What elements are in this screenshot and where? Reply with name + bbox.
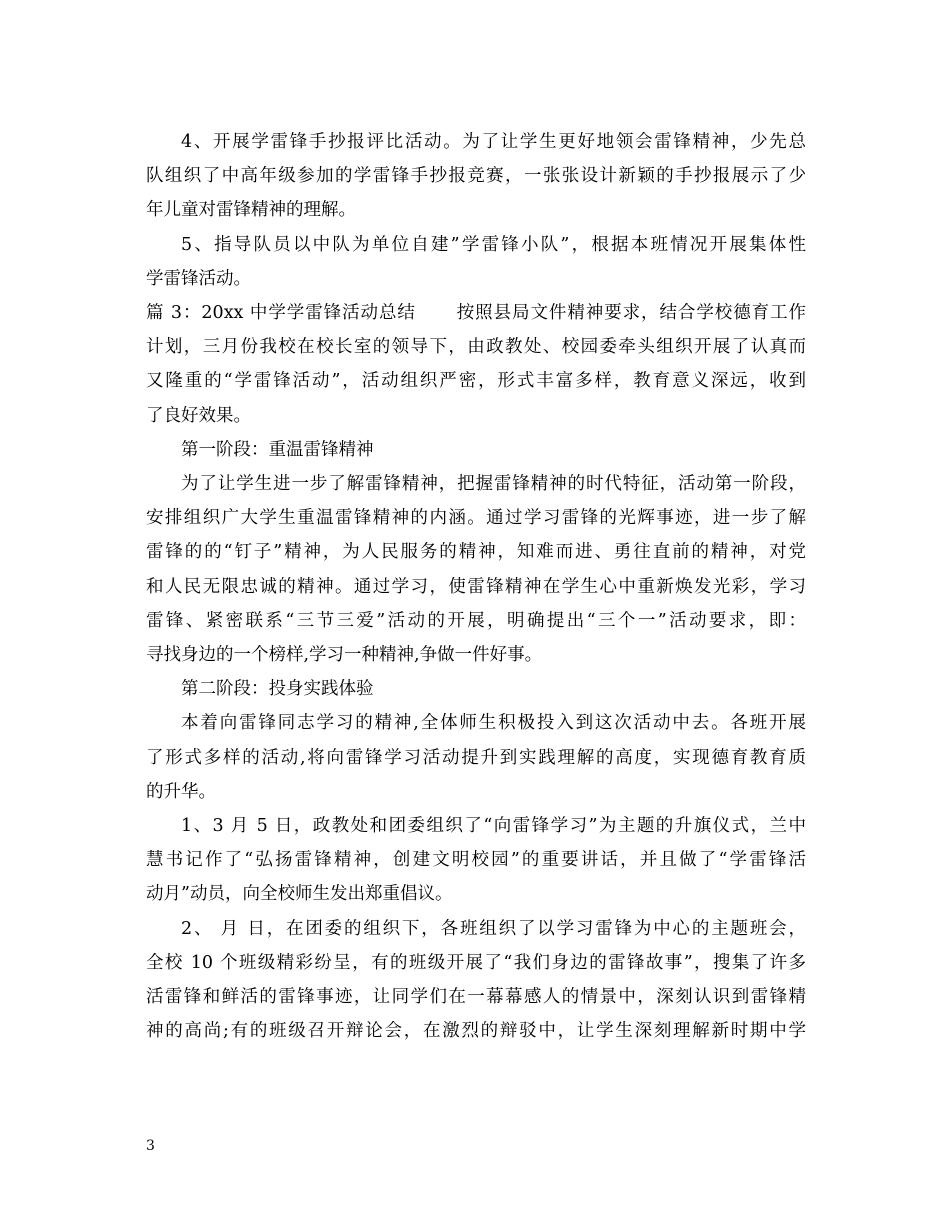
text-line: 了良好效果。	[146, 405, 251, 426]
paragraph-stage-1	[146, 467, 806, 672]
section-heading-stage-2	[146, 672, 806, 706]
text-line: 队组织了中高年级参加的学雷锋手抄报竞赛，一张张设计新颖的手抄报展示了少	[146, 166, 806, 187]
text-line: 的升华。	[146, 781, 216, 802]
page-number: 3	[146, 1138, 155, 1154]
text-line: 本着向雷锋同志学习的精神,全体师生积极投入到这次活动中去。各班开展	[181, 713, 806, 734]
text-line: 安排组织广大学生重温雷锋精神的内涵。通过学习雷锋的光辉事迹，进一步了解	[146, 508, 806, 529]
text-line: 和人民无限忠诚的精神。通过学习，使雷锋精神在学生心中重新焕发光彩，学习	[146, 576, 806, 597]
chapter-intro: 按照县局文件精神要求，结合学校德育工作	[455, 303, 807, 324]
chapter-title: 篇 3：20xx 中学学雷锋活动总结	[146, 303, 416, 324]
text-line: 为了让学生进一步了解雷锋精神，把握雷锋精神的时代特征，活动第一阶段，	[181, 474, 806, 495]
document-body	[146, 125, 806, 1048]
text-line	[146, 296, 806, 330]
text-line: 又隆重的“学雷锋活动”，活动组织严密，形式丰富多样，教育意义深远，收到	[146, 371, 806, 392]
text-line: 年儿童对雷锋精神的理解。	[146, 200, 356, 221]
text-line: 寻找身边的一个榜样,学习一种精神,争做一件好事。	[146, 645, 543, 666]
text-line: 了形式多样的活动,将向雷锋学习活动提升到实践理解的高度，实现德育教育质	[146, 747, 806, 768]
text-line: 动月”动员，向全校师生发出郑重倡议。	[146, 884, 453, 905]
text-line: 1、3 月 5 日，政教处和团委组织了“向雷锋学习”为主题的升旗仪式，兰中	[181, 816, 806, 837]
paragraph-item-1	[146, 809, 806, 912]
text-line: 学雷锋活动。	[146, 268, 251, 289]
paragraph-chapter-3	[146, 296, 806, 433]
text-line: 2、 月 日，在团委的组织下，各班组织了以学习雷锋为中心的主题班会，	[181, 918, 806, 939]
text-line: 第二阶段：投身实践体验	[181, 679, 374, 700]
paragraph-stage-2	[146, 706, 806, 809]
paragraph-item-5	[146, 228, 806, 296]
text-line: 雷锋的的“钉子”精神，为人民服务的精神，知难而进、勇往直前的精神，对党	[146, 542, 806, 563]
text-line: 活雷锋和鲜活的雷锋事迹，让同学们在一幕幕感人的情景中，深刻认识到雷锋精	[146, 987, 806, 1008]
paragraph-item-2	[146, 912, 806, 1049]
text-line: 5、指导队员以中队为单位自建”学雷锋小队”，根据本班情况开展集体性	[181, 234, 806, 255]
text-line: 4、开展学雷锋手抄报评比活动。为了让学生更好地领会雷锋精神，少先总	[181, 132, 806, 152]
text-line: 雷锋、紧密联系“三节三爱”活动的开展，明确提出“三个一”活动要求，即：	[146, 610, 806, 631]
text-line: 计划，三月份我校在校长室的领导下，由政教处、校园委牵头组织开展了认真而	[146, 337, 806, 358]
text-line: 神的高尚;有的班级召开辩论会，在激烈的辩驳中，让学生深刻理解新时期中学	[146, 1021, 806, 1042]
section-heading-stage-1	[146, 433, 806, 467]
text-line: 慧书记作了“弘扬雷锋精神，创建文明校园”的重要讲话，并且做了“学雷锋活	[146, 850, 806, 871]
text-line: 全校 10 个班级精彩纷呈，有的班级开展了“我们身边的雷锋故事”，搜集了许多	[146, 952, 806, 973]
paragraph-item-4	[146, 125, 806, 228]
text-line: 第一阶段：重温雷锋精神	[181, 439, 374, 460]
